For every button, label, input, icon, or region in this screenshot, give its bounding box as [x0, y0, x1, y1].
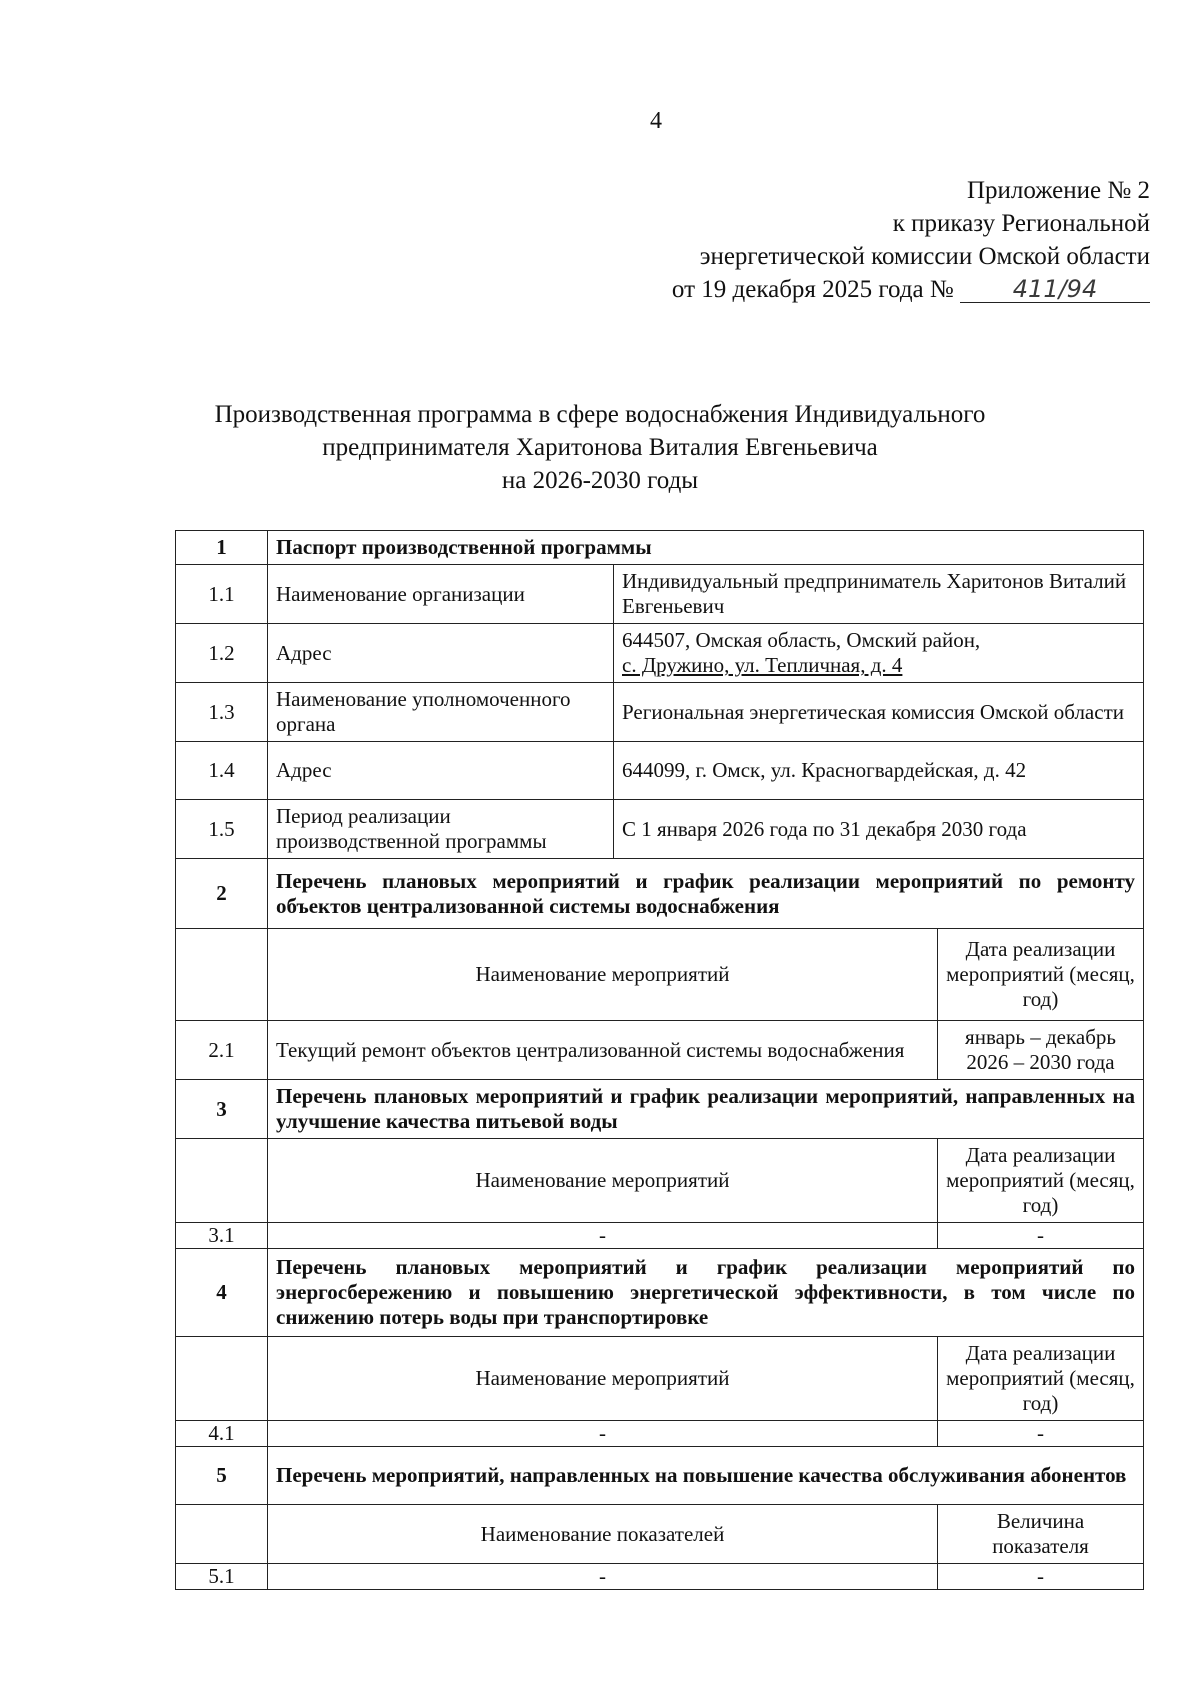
row-value: С 1 января 2026 года по 31 декабря 2030 года — [614, 800, 1144, 859]
activity-date: январь – декабрь 2026 – 2030 года — [938, 1021, 1144, 1080]
activity-name: - — [268, 1421, 938, 1447]
row-number: 1.2 — [176, 624, 268, 683]
column-header-name: Наименование показателей — [268, 1505, 938, 1564]
section-title: Перечень мероприятий, направленных на повышение качества обслуживания абонентов — [268, 1447, 1144, 1505]
row-label: Наименование уполномоченного органа — [268, 683, 614, 742]
row-number: 1.3 — [176, 683, 268, 742]
section-title: Перечень плановых мероприятий и график реализации мероприятий по ремонту объектов централизованной системы водоснабжения — [268, 859, 1144, 929]
section-number: 1 — [176, 531, 268, 565]
row-number: 4.1 — [176, 1421, 268, 1447]
program-table — [175, 530, 1144, 1590]
title-line-1: Производственная программа в сфере водоснабжения Индивидуального — [214, 401, 986, 428]
row-number: 1.5 — [176, 800, 268, 859]
activity-name: - — [268, 1223, 938, 1249]
section-number: 2 — [176, 859, 268, 929]
column-header-date: Дата реализации мероприятий (месяц, год) — [938, 1139, 1144, 1223]
table-row — [176, 1421, 1144, 1447]
order-number-handwritten: 411/94 — [960, 276, 1150, 303]
row-label: Адрес — [268, 742, 614, 800]
table-header-row — [176, 1139, 1144, 1223]
activity-name: Текущий ремонт объектов централизованной системы водоснабжения — [268, 1021, 938, 1080]
table-header-row — [176, 929, 1144, 1021]
appendix-line-4: от 19 декабря 2025 года № — [671, 276, 954, 303]
empty-cell — [176, 1337, 268, 1421]
row-value: 644099, г. Омск, ул. Красногвардейская, д. 42 — [614, 742, 1144, 800]
row-label: Наименование организации — [268, 565, 614, 624]
row-label: Период реализации производственной программы — [268, 800, 614, 859]
document-title — [160, 398, 1040, 497]
table-row — [176, 800, 1144, 859]
section-title: Паспорт производственной программы — [268, 531, 1144, 565]
table-row — [176, 565, 1144, 624]
table-row — [176, 624, 1144, 683]
order-date-line — [530, 273, 1150, 306]
activity-date: - — [938, 1223, 1144, 1249]
appendix-line-2: к приказу Региональной — [892, 210, 1150, 237]
row-label: Адрес — [268, 624, 614, 683]
column-header-date: Дата реализации мероприятий (месяц, год) — [938, 929, 1144, 1021]
empty-cell — [176, 929, 268, 1021]
indicator-name: - — [268, 1564, 938, 1590]
section-number: 4 — [176, 1249, 268, 1337]
section-title: Перечень плановых мероприятий и график реализации мероприятий, направленных на улучшение качества питьевой воды — [268, 1080, 1144, 1139]
section-4-row — [176, 1249, 1144, 1337]
table-header-row — [176, 1337, 1144, 1421]
row-number: 1.1 — [176, 565, 268, 624]
row-number: 2.1 — [176, 1021, 268, 1080]
row-number: 3.1 — [176, 1223, 268, 1249]
row-value — [614, 624, 1144, 683]
row-number: 5.1 — [176, 1564, 268, 1590]
section-1-row — [176, 531, 1144, 565]
address-line-1: 644507, Омская область, Омский район, — [622, 628, 981, 652]
appendix-header — [530, 174, 1150, 306]
table-header-row — [176, 1505, 1144, 1564]
column-header-name: Наименование мероприятий — [268, 929, 938, 1021]
title-line-3: на 2026-2030 годы — [501, 467, 699, 494]
table-row — [176, 1564, 1144, 1590]
section-5-row — [176, 1447, 1144, 1505]
row-value: Индивидуальный предприниматель Харитонов Виталий Евгеньевич — [614, 565, 1144, 624]
row-number: 1.4 — [176, 742, 268, 800]
section-2-row — [176, 859, 1144, 929]
empty-cell — [176, 1505, 268, 1564]
table-row — [176, 742, 1144, 800]
title-line-2: предпринимателя Харитонова Виталия Евгеньевича — [322, 434, 878, 461]
page-number: 4 — [650, 108, 662, 134]
table-row — [176, 1021, 1144, 1080]
column-header-value: Величина показателя — [938, 1505, 1144, 1564]
section-title: Перечень плановых мероприятий и график реализации мероприятий по энергосбережению и повышению энергетической эффективности, в том числе по снижению потерь воды при транспортировке — [268, 1249, 1144, 1337]
table-row — [176, 683, 1144, 742]
column-header-name: Наименование мероприятий — [268, 1139, 938, 1223]
column-header-date: Дата реализации мероприятий (месяц, год) — [938, 1337, 1144, 1421]
appendix-line-1: Приложение № 2 — [966, 177, 1150, 204]
section-number: 5 — [176, 1447, 268, 1505]
table-row — [176, 1223, 1144, 1249]
column-header-name: Наименование мероприятий — [268, 1337, 938, 1421]
section-3-row — [176, 1080, 1144, 1139]
empty-cell — [176, 1139, 268, 1223]
section-number: 3 — [176, 1080, 268, 1139]
address-line-2: с. Дружино, ул. Тепличная, д. 4 — [622, 653, 903, 677]
row-value: Региональная энергетическая комиссия Омской области — [614, 683, 1144, 742]
indicator-value: - — [938, 1564, 1144, 1590]
appendix-line-3: энергетической комиссии Омской области — [699, 243, 1150, 270]
activity-date: - — [938, 1421, 1144, 1447]
